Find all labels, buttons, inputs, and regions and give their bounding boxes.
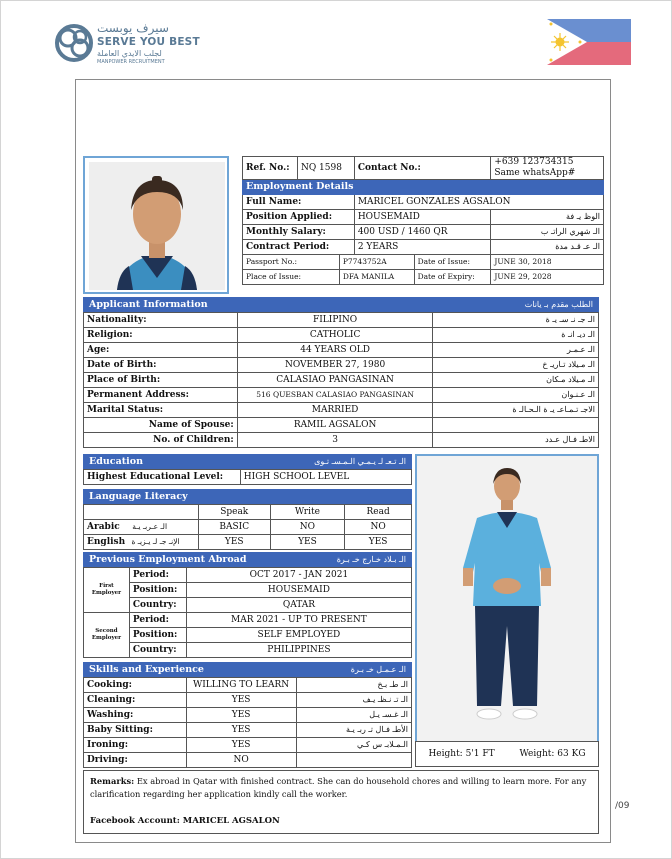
contact-value (491, 157, 604, 180)
remarks-box (83, 770, 599, 834)
driving-ar (296, 753, 411, 768)
full-body-photo (415, 454, 599, 767)
skills-header (83, 662, 412, 677)
table-row (84, 388, 599, 403)
passport-label: Passport No.: (243, 255, 340, 270)
education-table (83, 469, 412, 485)
full-name-label: Full Name: (243, 195, 355, 210)
english-read: YES (345, 535, 412, 550)
table-row (84, 613, 412, 628)
facebook-account (90, 815, 280, 828)
logo-tagline: MANPOWER RECRUITMENT (97, 59, 165, 65)
table-row (84, 598, 412, 613)
table-row (84, 358, 599, 373)
cleaning-label: Cleaning: (84, 693, 187, 708)
country-label: Country: (129, 643, 186, 658)
pob-ar: الـ مـيلاد مـكان (433, 373, 599, 388)
table-row (84, 738, 412, 753)
page-number: /09 (615, 801, 630, 811)
weight-value: Weight: 63 KG (519, 749, 586, 759)
address-ar: الـ عـنـوان (433, 388, 599, 403)
col-write: Write (270, 505, 345, 520)
arabic-speak: BASIC (198, 520, 270, 535)
age-ar: الـ عـمـر (433, 343, 599, 358)
table-row (84, 723, 412, 738)
cleaning-value: YES (186, 693, 296, 708)
children-value: 3 (237, 433, 433, 448)
contract-label: Contract Period: (243, 240, 355, 255)
position-label: Position Applied: (243, 210, 355, 225)
job2-position: SELF EMPLOYED (186, 628, 411, 643)
remarks-text: Ex abroad in Qatar with finished contract. She can do household chores and willing to learn more. For any clarification regarding her application kindly call the worker. (90, 776, 587, 799)
logo-arabic-sub: لجلب الايدي العاملة (97, 49, 162, 58)
issue-date-value: JUNE 30, 2018 (491, 255, 604, 270)
babysitting-value: YES (186, 723, 296, 738)
height-value: Height: 5'1 FT (428, 749, 495, 759)
ref-value: NQ 1598 (297, 157, 354, 180)
facebook-text: Facebook Account: MARICEL AGSALON (90, 816, 280, 826)
english-en: English (87, 537, 126, 547)
logo-english: SERVE YOU BEST (97, 36, 200, 48)
period-label: Period: (129, 568, 186, 583)
previous-title: Previous Employment Abroad (89, 554, 247, 565)
portrait-photo (83, 156, 229, 294)
remarks-label: Remarks: (90, 776, 135, 786)
first-employer-label: First Employer (84, 568, 130, 613)
position-label: Position: (129, 583, 186, 598)
job2-country: PHILIPPINES (186, 643, 411, 658)
babysitting-ar: الأطـ فـال تـ ربـ يـة (296, 723, 411, 738)
contract-ar: الـ عـ قـد مدة (491, 240, 604, 255)
contact-number: +639 123734315 (494, 157, 574, 167)
driving-value: NO (186, 753, 296, 768)
education-header (83, 454, 412, 469)
contact-note: Same whatsApp# (494, 168, 576, 178)
second-employer-label: Second Employer (84, 613, 130, 658)
spouse-label: Name of Spouse: (84, 418, 238, 433)
english-label (84, 535, 199, 550)
full-body-image (417, 456, 597, 741)
applicant-title: Applicant Information (89, 299, 208, 310)
arabic-label (84, 520, 199, 535)
full-name-value: MARICEL GONZALES AGSALON (354, 195, 603, 210)
table-row (84, 520, 412, 535)
marital-value: MARRIED (237, 403, 433, 418)
dob-label: Date of Birth: (84, 358, 238, 373)
table-row (84, 433, 599, 448)
education-level-label: Highest Educational Level: (84, 470, 241, 485)
previous-table (83, 567, 412, 658)
marital-label: Marital Status: (84, 403, 238, 418)
expiry-value: JUNE 29, 2028 (491, 270, 604, 285)
address-value: 516 QUESBAN CALASIAO PANGASINAN (237, 388, 433, 403)
spouse-ar (433, 418, 599, 433)
arabic-read: NO (345, 520, 412, 535)
skills-title: Skills and Experience (89, 664, 204, 675)
previous-title-ar: الـ بـلاد خـارج خـ بـرة (336, 555, 406, 564)
nationality-value: FILIPINO (237, 313, 433, 328)
place-issue-value: DFA MANILA (339, 270, 414, 285)
table-row (84, 643, 412, 658)
position-ar: الوظ يـ فة (491, 210, 604, 225)
language-table (83, 504, 412, 550)
table-row (84, 628, 412, 643)
cooking-ar: الـ طـ بـخ (296, 678, 411, 693)
applicant-header (83, 297, 599, 312)
driving-label: Driving: (84, 753, 187, 768)
job1-country: QATAR (186, 598, 411, 613)
dob-ar: الـ مـيلاد تـاريـ خ (433, 358, 599, 373)
cleaning-ar: الـ تـ نـظـ يـف (296, 693, 411, 708)
table-row (84, 753, 412, 768)
col-read: Read (345, 505, 412, 520)
age-label: Age: (84, 343, 238, 358)
salary-ar: الـ شهري الراتـ ب (491, 225, 604, 240)
place-issue-label: Place of Issue: (243, 270, 340, 285)
table-row (84, 568, 412, 583)
language-header (83, 489, 412, 504)
applicant-title-ar: الطلب مقدم بـ يانات (524, 300, 593, 309)
religion-value: CATHOLIC (237, 328, 433, 343)
education-level-value: HIGH SCHOOL LEVEL (240, 470, 411, 485)
salary-value: 400 USD / 1460 QR (354, 225, 491, 240)
logo-knot-icon (53, 21, 95, 65)
table-row (84, 328, 599, 343)
table-row (84, 583, 412, 598)
issue-date-label: Date of Issue: (414, 255, 491, 270)
period-label: Period: (129, 613, 186, 628)
ironing-ar: الـمـلابـ س كـي (296, 738, 411, 753)
applicant-table (83, 312, 599, 448)
washing-ar: الـ غـسـ يـل (296, 708, 411, 723)
religion-ar: الـ ديـ انـ ة (433, 328, 599, 343)
skills-title-ar: الـ عـمـل خـ بـرة (350, 665, 406, 674)
education-title-ar: الـ تـعـ لـ يـمـي الـمـسـ تـوى (314, 457, 406, 466)
table-row (84, 313, 599, 328)
job1-position: HOUSEMAID (186, 583, 411, 598)
contract-value: 2 YEARS (354, 240, 491, 255)
table-row (84, 693, 412, 708)
position-value: HOUSEMAID (354, 210, 491, 225)
job2-period: MAR 2021 - UP TO PRESENT (186, 613, 411, 628)
ref-label: Ref. No.: (243, 157, 298, 180)
marital-ar: الاجـ تـمـاعـ يـ ة الـحـالـ ة (433, 403, 599, 418)
table-row (84, 373, 599, 388)
ironing-label: Ironing: (84, 738, 187, 753)
table-row (84, 678, 412, 693)
english-speak: YES (198, 535, 270, 550)
babysitting-label: Baby Sitting: (84, 723, 187, 738)
arabic-write: NO (270, 520, 345, 535)
salary-label: Monthly Salary: (243, 225, 355, 240)
children-label: No. of Children: (84, 433, 238, 448)
language-title: Language Literacy (89, 491, 188, 502)
col-speak: Speak (198, 505, 270, 520)
english-write: YES (270, 535, 345, 550)
arabic-en: Arabic (87, 522, 120, 532)
passport-value: P7743752A (339, 255, 414, 270)
language-corner (84, 505, 199, 520)
expiry-label: Date of Expiry: (414, 270, 491, 285)
washing-value: YES (186, 708, 296, 723)
washing-label: Washing: (84, 708, 187, 723)
country-label: Country: (129, 598, 186, 613)
table-row (84, 343, 599, 358)
age-value: 44 YEARS OLD (237, 343, 433, 358)
cooking-label: Cooking: (84, 678, 187, 693)
contact-label: Contact No.: (354, 157, 491, 180)
english-ar: الإنـ جـ لـ يـزيـ ة (131, 537, 180, 546)
skills-table (83, 677, 412, 768)
position-label: Position: (129, 628, 186, 643)
previous-header (83, 552, 412, 567)
cooking-value: WILLING TO LEARN (186, 678, 296, 693)
religion-label: Religion: (84, 328, 238, 343)
employment-header: Employment Details (243, 180, 604, 195)
nationality-label: Nationality: (84, 313, 238, 328)
employment-table (242, 156, 604, 285)
job1-period: OCT 2017 - JAN 2021 (186, 568, 411, 583)
philippines-flag-icon (547, 19, 631, 65)
height-weight (415, 741, 599, 767)
nationality-ar: الـ جـ نـ سـ يـ ة (433, 313, 599, 328)
spouse-value: RAMIL AGSALON (237, 418, 433, 433)
pob-value: CALASIAO PANGASINAN (237, 373, 433, 388)
address-label: Permanent Address: (84, 388, 238, 403)
table-row (84, 535, 412, 550)
table-row (84, 403, 599, 418)
dob-value: NOVEMBER 27, 1980 (237, 358, 433, 373)
pob-label: Place of Birth: (84, 373, 238, 388)
education-title: Education (89, 456, 143, 467)
table-row (84, 708, 412, 723)
arabic-ar: الـ عـربـ يـة (132, 522, 168, 531)
table-row (84, 418, 599, 433)
company-logo (53, 21, 253, 69)
portrait-image (89, 162, 225, 290)
children-ar: الاطـ فـال عـدد (433, 433, 599, 448)
logo-arabic: سيرف يوبست (97, 21, 169, 35)
ironing-value: YES (186, 738, 296, 753)
